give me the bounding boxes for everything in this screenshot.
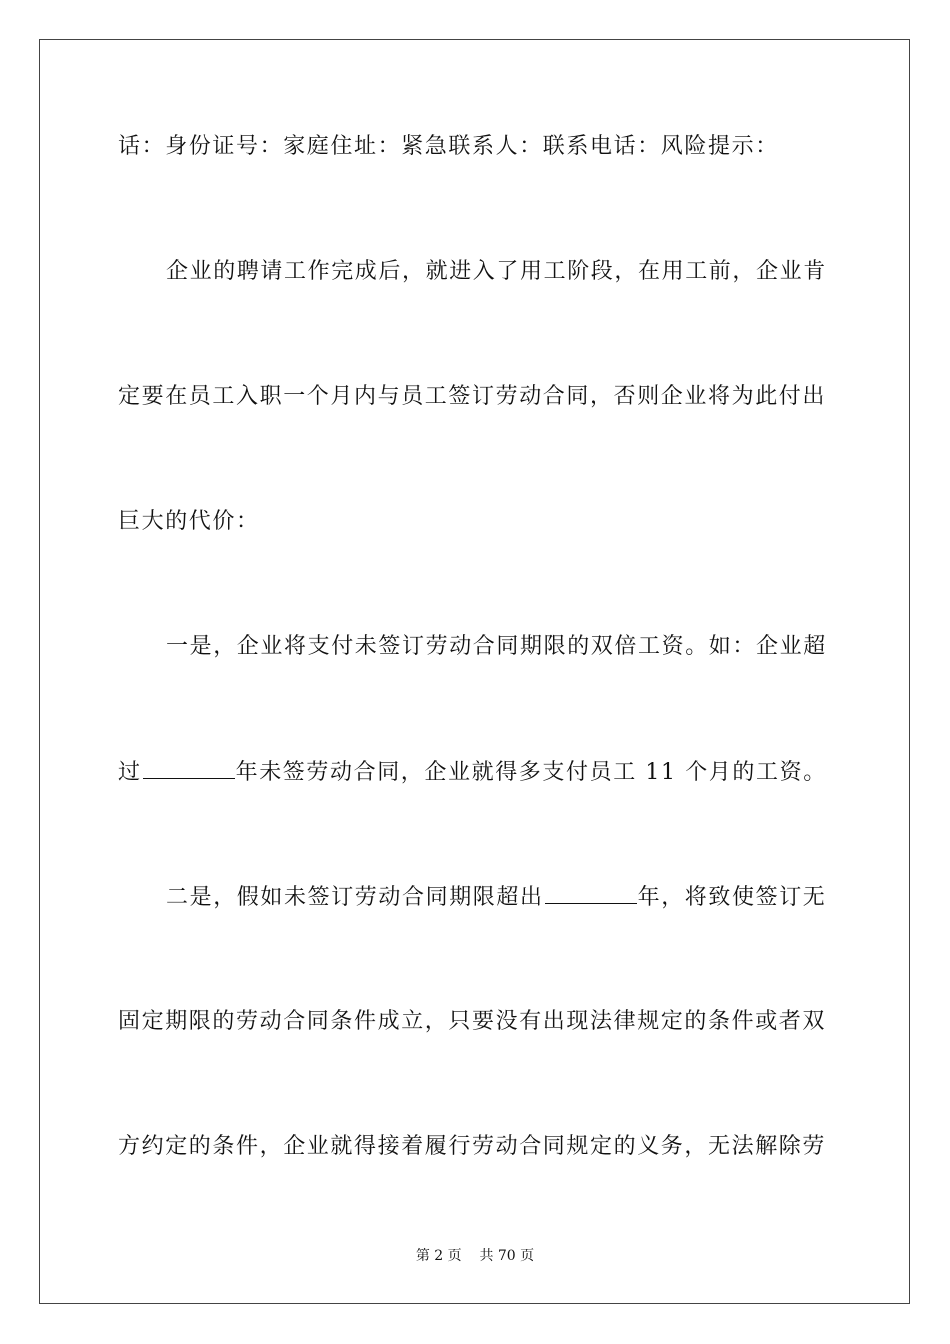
fill-in-blank <box>545 883 637 904</box>
paragraph-1-line-3: 巨大的代价： <box>118 509 260 534</box>
line-text-before-blank: 二是，假如未签订劳动合同期限超出 <box>166 885 544 910</box>
page-border <box>39 39 910 1304</box>
page-number: 第 2 页 <box>415 1248 462 1264</box>
paragraph-2-line-1: 一是，企业将支付未签订劳动合同期限的双倍工资。如：企业超 <box>166 634 827 659</box>
total-pages: 共 70 页 <box>479 1248 535 1264</box>
line-text-after-blank: 年未签劳动合同，企业就得多支付员工 11 个月的工资。 <box>235 760 827 785</box>
paragraph-3-line-2: 固定期限的劳动合同条件成立，只要没有出现法律规定的条件或者双 <box>118 1009 827 1034</box>
paragraph-1-line-2: 定要在员工入职一个月内与员工签订劳动合同，否则企业将为此付出 <box>118 384 827 409</box>
text-line-1: 话：身份证号：家庭住址：紧急联系人：联系电话：风险提示： <box>118 134 779 159</box>
paragraph-3-line-3: 方约定的条件，企业就得接着履行劳动合同规定的义务，无法解除劳 <box>118 1134 827 1159</box>
fill-in-blank <box>143 758 235 779</box>
page-footer <box>0 1247 950 1265</box>
line-text-after-blank: 年，将致使签订无 <box>637 885 827 910</box>
paragraph-2-line-2 <box>118 758 838 787</box>
paragraph-1-line-1: 企业的聘请工作完成后，就进入了用工阶段，在用工前，企业肯 <box>166 259 827 284</box>
line-text-before-blank: 过 <box>118 760 142 785</box>
paragraph-3-line-1 <box>118 883 838 912</box>
